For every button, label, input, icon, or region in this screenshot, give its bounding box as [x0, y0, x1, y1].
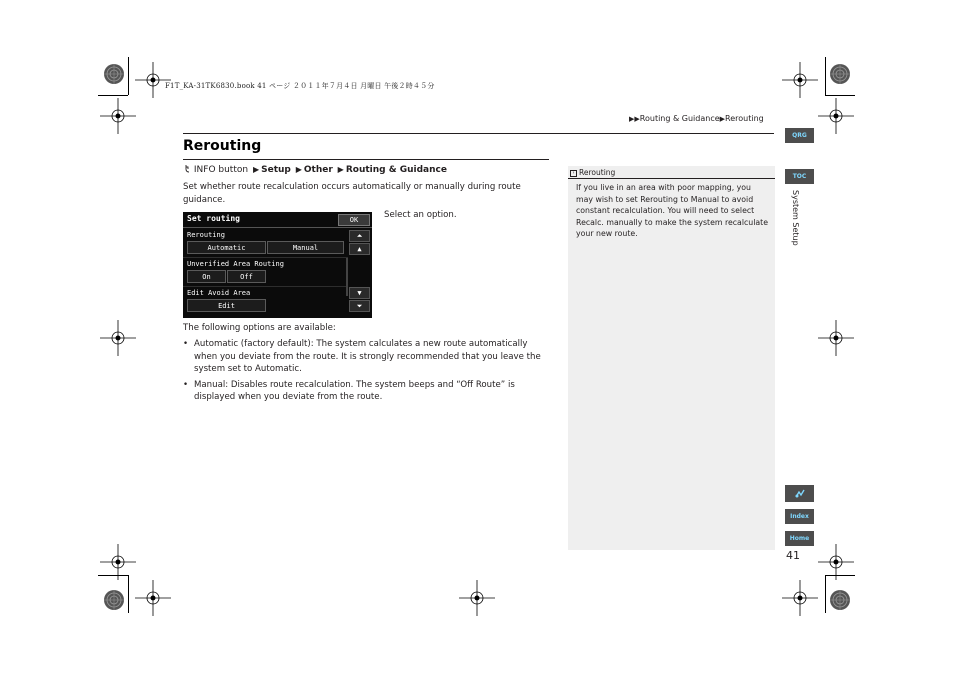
list-item	[183, 379, 548, 404]
arrow-icon: ▶	[719, 115, 726, 123]
avoid-area-label: Edit Avoid Area	[187, 289, 251, 297]
tab-qrg[interactable]: QRG	[785, 128, 814, 143]
sidebar-text	[576, 182, 770, 240]
unverified-area-label: Unverified Area Routing	[187, 260, 284, 268]
voice-command-tab[interactable]	[785, 485, 814, 502]
scroll-up-icon[interactable]: ▲	[349, 243, 370, 255]
select-option-caption: Select an option.	[384, 210, 457, 220]
arrow-icon: ▶	[252, 165, 260, 174]
options-intro: The following options are available:	[183, 323, 336, 333]
sidebar-text-part: If you live in an area with poor mapping, you may wish to set	[576, 183, 752, 204]
crosshair-mark-icon	[782, 62, 818, 98]
scroll-bottom-icon[interactable]: ⏷	[349, 300, 370, 312]
scroll-down-icon[interactable]: ▼	[349, 287, 370, 299]
divider	[183, 257, 348, 258]
registration-bullseye-icon	[103, 589, 125, 611]
sidebar-text-part: to	[677, 194, 691, 204]
section-label: System Setup	[791, 190, 800, 246]
crop-line	[128, 575, 129, 613]
screen-title: Set routing	[187, 214, 240, 223]
navigation-screen	[183, 212, 372, 318]
title-rule	[183, 133, 774, 134]
nav-prefix: INFO button	[193, 165, 249, 175]
voice-icon	[794, 489, 806, 499]
crosshair-mark-icon	[818, 98, 854, 134]
hand-pointer-icon	[183, 164, 191, 173]
breadcrumb-item[interactable]: Routing & Guidance	[639, 114, 720, 123]
manual-button[interactable]: Manual	[267, 241, 344, 254]
crosshair-mark-icon	[459, 580, 495, 616]
tab-toc[interactable]: TOC	[785, 169, 814, 184]
sidebar-term: Manual	[690, 194, 720, 204]
page-title: Rerouting	[183, 138, 262, 154]
option-term: Manual	[194, 379, 226, 390]
registration-bullseye-icon	[103, 63, 125, 85]
nav-step: Other	[303, 165, 333, 175]
breadcrumb-item[interactable]: Rerouting	[725, 114, 764, 123]
intro-paragraph: Set whether route recalculation occurs automatically or manually during route guidance.	[183, 182, 521, 205]
arrow-icon: ▶	[337, 165, 344, 174]
tab-home[interactable]: Home	[785, 531, 814, 546]
crosshair-mark-icon	[135, 62, 171, 98]
registration-bullseye-icon	[829, 589, 851, 611]
scrollbar[interactable]	[346, 258, 348, 296]
navigation-path	[183, 164, 447, 175]
reference-icon: ›	[570, 170, 577, 177]
crop-line	[98, 95, 128, 96]
crosshair-mark-icon	[782, 580, 818, 616]
page-number: 41	[786, 549, 800, 562]
on-button[interactable]: On	[187, 270, 226, 283]
sidebar-heading-text: Rerouting	[579, 168, 616, 177]
crosshair-mark-icon	[135, 580, 171, 616]
breadcrumb	[629, 114, 764, 123]
ok-button[interactable]: OK	[338, 214, 370, 226]
sidebar-term: Recalc.	[576, 217, 604, 227]
crosshair-mark-icon	[818, 320, 854, 356]
crop-line	[825, 57, 826, 95]
scroll-top-icon[interactable]: ⏶	[349, 230, 370, 242]
divider	[183, 286, 348, 287]
automatic-button[interactable]: Automatic	[187, 241, 266, 254]
option-description: : Disables route recalculation. The system beeps and “Off Route” is displayed when you deviate from the route.	[194, 379, 515, 403]
crop-line	[825, 575, 826, 613]
sidebar-heading	[570, 168, 615, 177]
sidebar-note	[568, 166, 775, 550]
option-term: Automatic	[194, 339, 239, 349]
sidebar-text-part: to avoid constant recalculation. You will need to select	[576, 194, 755, 215]
sidebar-term: Rerouting	[640, 194, 678, 204]
tab-index[interactable]: Index	[785, 509, 814, 524]
rerouting-label: Rerouting	[187, 231, 225, 239]
divider	[183, 227, 372, 228]
crop-line	[825, 575, 855, 576]
title-rule	[183, 159, 549, 160]
nav-step: Routing & Guidance	[345, 165, 447, 175]
list-item	[183, 338, 548, 376]
arrow-icon: ▶	[295, 165, 302, 174]
crosshair-mark-icon	[100, 320, 136, 356]
divider	[568, 178, 775, 179]
crop-line	[128, 57, 129, 95]
crosshair-mark-icon	[100, 98, 136, 134]
crop-line	[825, 95, 855, 96]
sidebar-text-part: manually to make the system recalculate your new route.	[576, 217, 769, 238]
double-arrow-icon: ▶▶	[629, 115, 640, 123]
registration-bullseye-icon	[829, 63, 851, 85]
crop-line	[98, 575, 128, 576]
options-list	[183, 338, 548, 407]
nav-step: Setup	[261, 165, 291, 175]
print-header: F1T_KA-31TK6830.book 41 ページ ２０１１年７月４日 月曜日 午後２時４５分	[165, 82, 435, 90]
edit-button[interactable]: Edit	[187, 299, 266, 312]
option-description: (factory default): The system calculates a new route automatically when you deviate from the route. It is strongly recommended that you leave the system set to Automatic.	[194, 339, 541, 375]
off-button[interactable]: Off	[227, 270, 266, 283]
